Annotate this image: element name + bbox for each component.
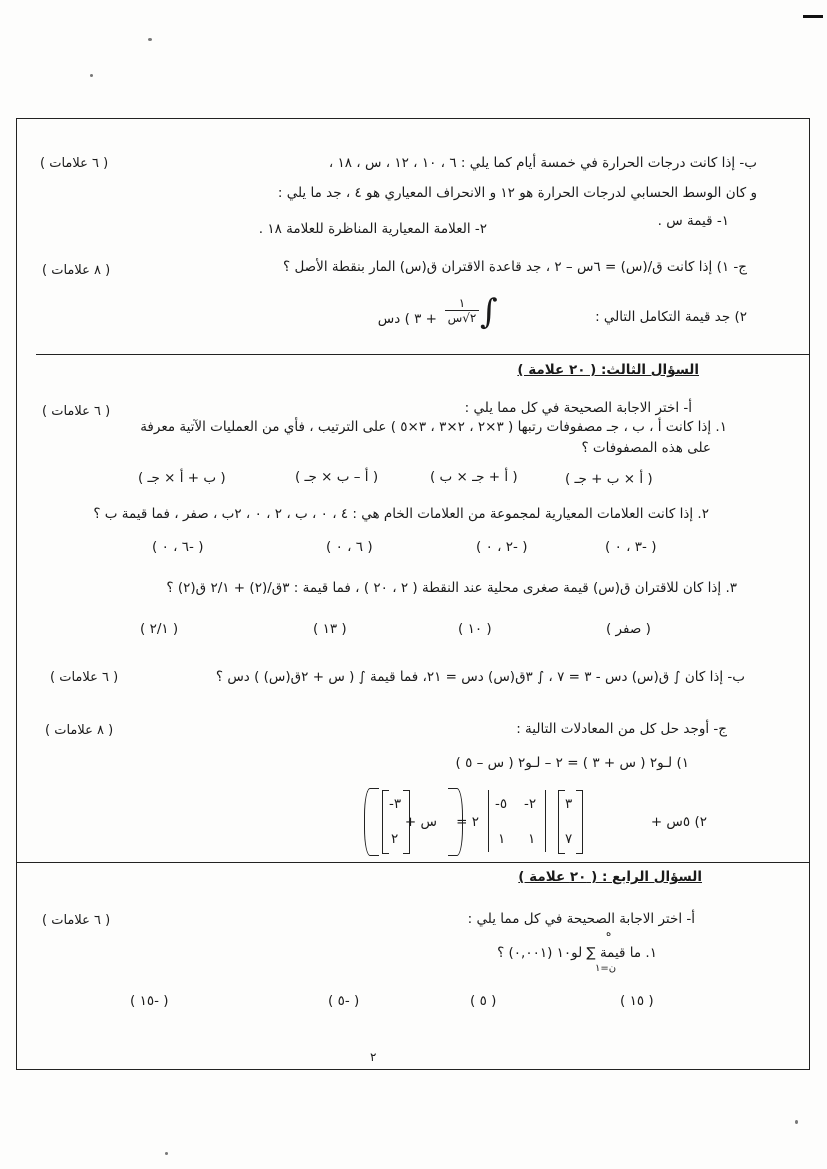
part-b-item2: ٢- العلامة المعيارية المناظرة للعلامة ١٨ .: [258, 221, 487, 237]
divider: [16, 862, 810, 863]
sigma-lower-limit: ن=١: [595, 963, 617, 974]
part-c-q2-tail: + ٣ ) دس: [377, 311, 437, 327]
matrix-3-bracket-right: [403, 790, 410, 854]
q4-a1-text: ١. ما قيمة ∑ لو١٠ (٠,٠٠١) ؟: [497, 945, 657, 961]
speck: [795, 1120, 798, 1124]
q4-heading: السؤال الرابع : ( ٢٠ علامة ): [518, 869, 702, 885]
part-b-line1: ب- إذا كانت درجات الحرارة في خمسة أيام كما يلي : ٦ ، ١٠ ، ١٢ ، س ، ١٨ ،: [328, 155, 757, 171]
q3-a1-option-2[interactable]: ( أ + جـ × ب ): [430, 469, 518, 485]
q3-c2-plus: س +: [404, 814, 437, 830]
q3-a3-option-4[interactable]: ( ٢/١ ): [140, 621, 179, 637]
divider: [36, 354, 810, 355]
q3-b-text: ب- إذا كان ∫ ق(س) دس - ٣ = ٧ ، ∫ ٣ق(س) دس = ٢١، فما قيمة ∫ ( س + ٢ق(س) ) دس ؟: [215, 669, 745, 685]
q3-a2-text: ٢. إذا كانت العلامات المعيارية لمجموعة من العلامات الخام هي : ٤ ، ٠ ، ب ، ٢ ، ٠ ، ٢ب ، صفر ، فما قيمة ب ؟: [93, 506, 709, 522]
q3-a1-line1: ١. إذا كانت أ ، ب ، جـ مصفوفات رتبها ( ٣×٢ ، ٢×٣ ، ٣×٥ ) على الترتيب ، فأي من العمليات الآتية معرفة: [140, 419, 727, 435]
q4-a1-option-1[interactable]: ( ١٥ ): [620, 993, 654, 1009]
q4-a-title: أ- اختر الاجابة الصحيحة في كل مما يلي :: [467, 911, 695, 927]
q3-c-title: ج- أوجد حل كل من المعادلات التالية :: [516, 721, 727, 737]
q3-heading: السؤال الثالث: ( ٢٠ علامة ): [517, 362, 699, 378]
q4-a1-option-4[interactable]: ( -١٥ ): [130, 993, 169, 1009]
q3-a1-line2: على هذه المصفوفات ؟: [581, 440, 711, 456]
fraction: [445, 296, 479, 325]
matrix-2-cell: -٥: [495, 796, 508, 812]
q4-a1-option-2[interactable]: ( ٥ ): [470, 993, 497, 1009]
matrix-1-bracket-left: [558, 790, 565, 854]
matrix-2-cell: ١: [528, 831, 536, 847]
q3-a3-text: ٣. إذا كان للاقتران ق(س) قيمة صغرى محلية عند النقطة ( ٢ ، ٢٠ ) ، فما قيمة : ٣ق/(٢) + ٢/١ ق(٢) ؟: [166, 580, 737, 596]
q3-a3-option-1[interactable]: ( صفر ): [606, 621, 651, 637]
q3-a3-option-3[interactable]: ( ١٣ ): [313, 621, 347, 637]
part-b-item1: ١- قيمة س .: [657, 213, 729, 229]
q3-a1-option-3[interactable]: ( أ – ب × جـ ): [295, 469, 379, 485]
matrix-2-cell: ١: [498, 831, 506, 847]
matrix-1-bracket-right: [576, 790, 583, 854]
q3-a2-option-1[interactable]: ( -٣ ، ٠ ): [605, 539, 657, 555]
q3-c-marks: ( ٨ علامات ): [45, 723, 114, 738]
fraction-numerator: ١: [445, 296, 479, 311]
q3-c2-eq: = ٢: [456, 814, 479, 830]
sigma-upper-limit: ه: [606, 928, 612, 939]
q3-a1-option-1[interactable]: ( أ × ب + جـ ): [565, 471, 653, 487]
corner-mark: [803, 15, 823, 18]
part-c-q2-text: ٢) جد قيمة التكامل التالي :: [595, 309, 747, 325]
matrix-3-bracket-left: [382, 790, 389, 854]
integral-sign: ∫: [480, 292, 498, 332]
paren-close: [364, 788, 379, 856]
page-number: ٢: [370, 1050, 377, 1064]
part-c-marks: ( ٨ علامات ): [42, 263, 111, 278]
q3-a1-option-4[interactable]: ( ب + أ × جـ ): [138, 470, 226, 486]
speck: [165, 1152, 168, 1155]
matrix-3-cell: -٣: [389, 796, 402, 812]
q3-a2-option-4[interactable]: ( -٦ ، ٠ ): [152, 539, 204, 555]
q3-a2-option-3[interactable]: ( ٦ ، ٠ ): [326, 539, 373, 555]
matrix-2-cell: -٢: [524, 796, 537, 812]
matrix-1-cell: ٧: [565, 831, 573, 847]
q3-c1: ١) لـو٢ ( س + ٣ ) = ٢ – لـو٢ ( س – ٥ ): [455, 755, 689, 771]
q3-a-marks: ( ٦ علامات ): [42, 404, 111, 419]
speck: [90, 74, 93, 77]
q3-c2-label: ٢) ٥س +: [650, 814, 707, 830]
part-b-marks: ( ٦ علامات ): [40, 156, 109, 171]
q4-a-marks: ( ٦ علامات ): [42, 913, 111, 928]
q3-a2-option-2[interactable]: ( -٢ ، ٠ ): [476, 539, 528, 555]
part-c-q1: ج- ١) إذا كانت ق/(س) = ٦س – ٢ ، جد قاعدة الاقتران ق(س) المار بنقطة الأصل ؟: [283, 259, 747, 275]
q3-b-marks: ( ٦ علامات ): [50, 670, 119, 685]
matrix-1-cell: ٣: [565, 796, 573, 812]
q4-a1-option-3[interactable]: ( -٥ ): [328, 993, 360, 1009]
paren-open: [448, 788, 463, 856]
q3-a-title: أ- اختر الاجابة الصحيحة في كل مما يلي :: [464, 400, 692, 416]
part-b-line2: و كان الوسط الحسابي لدرجات الحرارة هو ١٢ و الانحراف المعياري هو ٤ ، جد ما يلي :: [277, 185, 757, 201]
q3-a3-option-2[interactable]: ( ١٠ ): [458, 621, 492, 637]
fraction-denominator: ٢√س: [447, 311, 477, 325]
speck: [148, 38, 152, 41]
matrix-3-cell: ٢: [391, 831, 399, 847]
